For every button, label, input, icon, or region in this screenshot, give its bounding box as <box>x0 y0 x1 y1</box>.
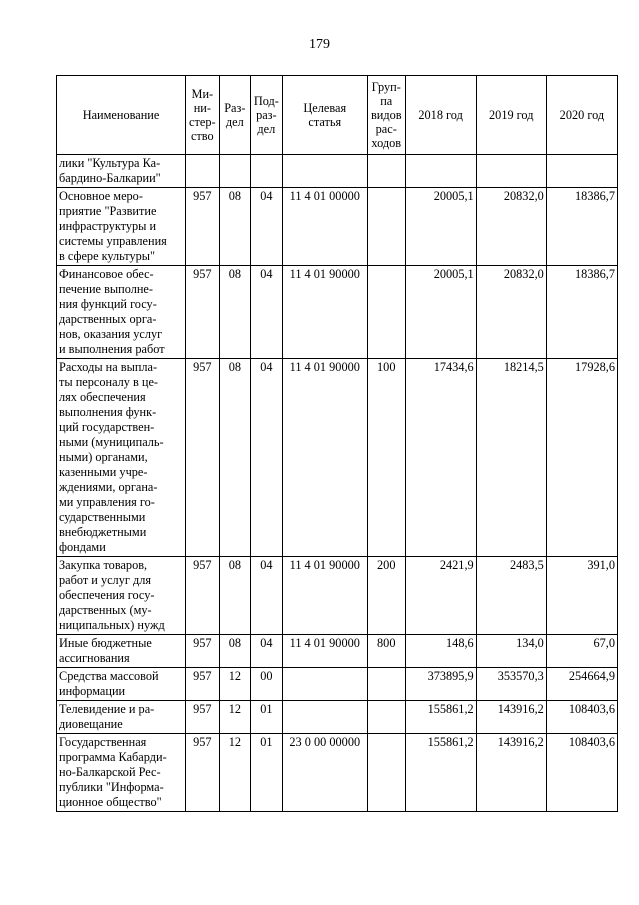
cell-2020: 108403,6 <box>546 734 617 812</box>
cell-ministry: 957 <box>186 359 220 557</box>
cell-2018: 20005,1 <box>405 266 476 359</box>
cell-name: Средства массовой информации <box>57 668 186 701</box>
cell-ministry: 957 <box>186 701 220 734</box>
cell-subsection: 01 <box>251 701 283 734</box>
cell-expense-group: 800 <box>367 635 405 668</box>
cell-2018: 373895,9 <box>405 668 476 701</box>
table-row <box>57 635 618 668</box>
cell-2018: 155861,2 <box>405 701 476 734</box>
cell-name: Расходы на выпла- ты персоналу в це- лях обеспечения выполнения функ- ций государствен- ными (муниципаль- ными) органами, казенными учре- ждениями, органа- ми управления го- сударственными внебюджетными фондами <box>57 359 186 557</box>
cell-target: 11 4 01 90000 <box>282 266 367 359</box>
cell-2018: 17434,6 <box>405 359 476 557</box>
cell-2018 <box>405 155 476 188</box>
cell-section: 08 <box>219 635 251 668</box>
cell-subsection: 04 <box>251 635 283 668</box>
cell-ministry: 957 <box>186 668 220 701</box>
cell-section: 12 <box>219 734 251 812</box>
cell-2019: 18214,5 <box>476 359 546 557</box>
cell-section: 12 <box>219 701 251 734</box>
table-row <box>57 668 618 701</box>
cell-expense-group: 200 <box>367 557 405 635</box>
header-name: Наименование <box>57 76 186 155</box>
cell-2020: 18386,7 <box>546 188 617 266</box>
cell-target: 11 4 01 00000 <box>282 188 367 266</box>
cell-subsection <box>251 155 283 188</box>
cell-section <box>219 155 251 188</box>
cell-subsection: 04 <box>251 188 283 266</box>
cell-section: 08 <box>219 557 251 635</box>
cell-section: 12 <box>219 668 251 701</box>
cell-target <box>282 155 367 188</box>
cell-subsection: 01 <box>251 734 283 812</box>
cell-section: 08 <box>219 359 251 557</box>
cell-name: Финансовое обес- печение выполне- ния функций госу- дарственных орга- нов, оказания услуг и выполнения работ <box>57 266 186 359</box>
cell-expense-group <box>367 734 405 812</box>
cell-2019: 143916,2 <box>476 734 546 812</box>
cell-2020: 18386,7 <box>546 266 617 359</box>
table-row <box>57 155 618 188</box>
cell-ministry: 957 <box>186 557 220 635</box>
cell-2019: 20832,0 <box>476 266 546 359</box>
header-2020: 2020 год <box>546 76 617 155</box>
table-row <box>57 701 618 734</box>
cell-expense-group <box>367 188 405 266</box>
table-header-row <box>57 76 618 155</box>
cell-2019: 20832,0 <box>476 188 546 266</box>
cell-2019: 143916,2 <box>476 701 546 734</box>
header-target: Целевая статья <box>282 76 367 155</box>
table-row <box>57 557 618 635</box>
page-number: 179 <box>309 37 330 52</box>
cell-ministry <box>186 155 220 188</box>
table-row <box>57 359 618 557</box>
cell-2018: 2421,9 <box>405 557 476 635</box>
cell-name: Иные бюджетные ассигнования <box>57 635 186 668</box>
header-2019: 2019 год <box>476 76 546 155</box>
cell-name: Государственная программа Кабарди- но-Балкарской Рес- публики "Информа- ционное общество" <box>57 734 186 812</box>
cell-subsection: 04 <box>251 359 283 557</box>
cell-2018: 148,6 <box>405 635 476 668</box>
cell-2020: 17928,6 <box>546 359 617 557</box>
cell-expense-group <box>367 668 405 701</box>
cell-ministry: 957 <box>186 266 220 359</box>
table-row <box>57 266 618 359</box>
cell-expense-group <box>367 266 405 359</box>
header-subsection: Под- раз- дел <box>251 76 283 155</box>
cell-name: Телевидение и ра- диовещание <box>57 701 186 734</box>
header-2018: 2018 год <box>405 76 476 155</box>
cell-target: 11 4 01 90000 <box>282 557 367 635</box>
header-ministry: Ми- ни- стер- ство <box>186 76 220 155</box>
cell-subsection: 00 <box>251 668 283 701</box>
cell-2019: 2483,5 <box>476 557 546 635</box>
cell-subsection: 04 <box>251 557 283 635</box>
cell-expense-group: 100 <box>367 359 405 557</box>
cell-expense-group <box>367 701 405 734</box>
table-row <box>57 734 618 812</box>
cell-target: 11 4 01 90000 <box>282 635 367 668</box>
cell-2019 <box>476 155 546 188</box>
cell-2020: 391,0 <box>546 557 617 635</box>
cell-2020 <box>546 155 617 188</box>
cell-target <box>282 701 367 734</box>
cell-2018: 20005,1 <box>405 188 476 266</box>
cell-target: 23 0 00 00000 <box>282 734 367 812</box>
cell-2020: 254664,9 <box>546 668 617 701</box>
cell-section: 08 <box>219 188 251 266</box>
cell-2019: 134,0 <box>476 635 546 668</box>
cell-2020: 67,0 <box>546 635 617 668</box>
header-section: Раз- дел <box>219 76 251 155</box>
table-row <box>57 188 618 266</box>
cell-expense-group <box>367 155 405 188</box>
cell-ministry: 957 <box>186 734 220 812</box>
cell-2019: 353570,3 <box>476 668 546 701</box>
cell-2020: 108403,6 <box>546 701 617 734</box>
cell-name: лики "Культура Ка- бардино-Балкарии" <box>57 155 186 188</box>
cell-name: Закупка товаров, работ и услуг для обеспечения госу- дарственных (му- ниципальных) нужд <box>57 557 186 635</box>
cell-target: 11 4 01 90000 <box>282 359 367 557</box>
cell-name: Основное меро- приятие "Развитие инфраструктуры и системы управления в сфере культуры" <box>57 188 186 266</box>
cell-subsection: 04 <box>251 266 283 359</box>
cell-ministry: 957 <box>186 188 220 266</box>
budget-table <box>56 75 618 812</box>
cell-2018: 155861,2 <box>405 734 476 812</box>
cell-section: 08 <box>219 266 251 359</box>
header-expense-group: Груп- па видов рас- ходов <box>367 76 405 155</box>
cell-target <box>282 668 367 701</box>
cell-ministry: 957 <box>186 635 220 668</box>
